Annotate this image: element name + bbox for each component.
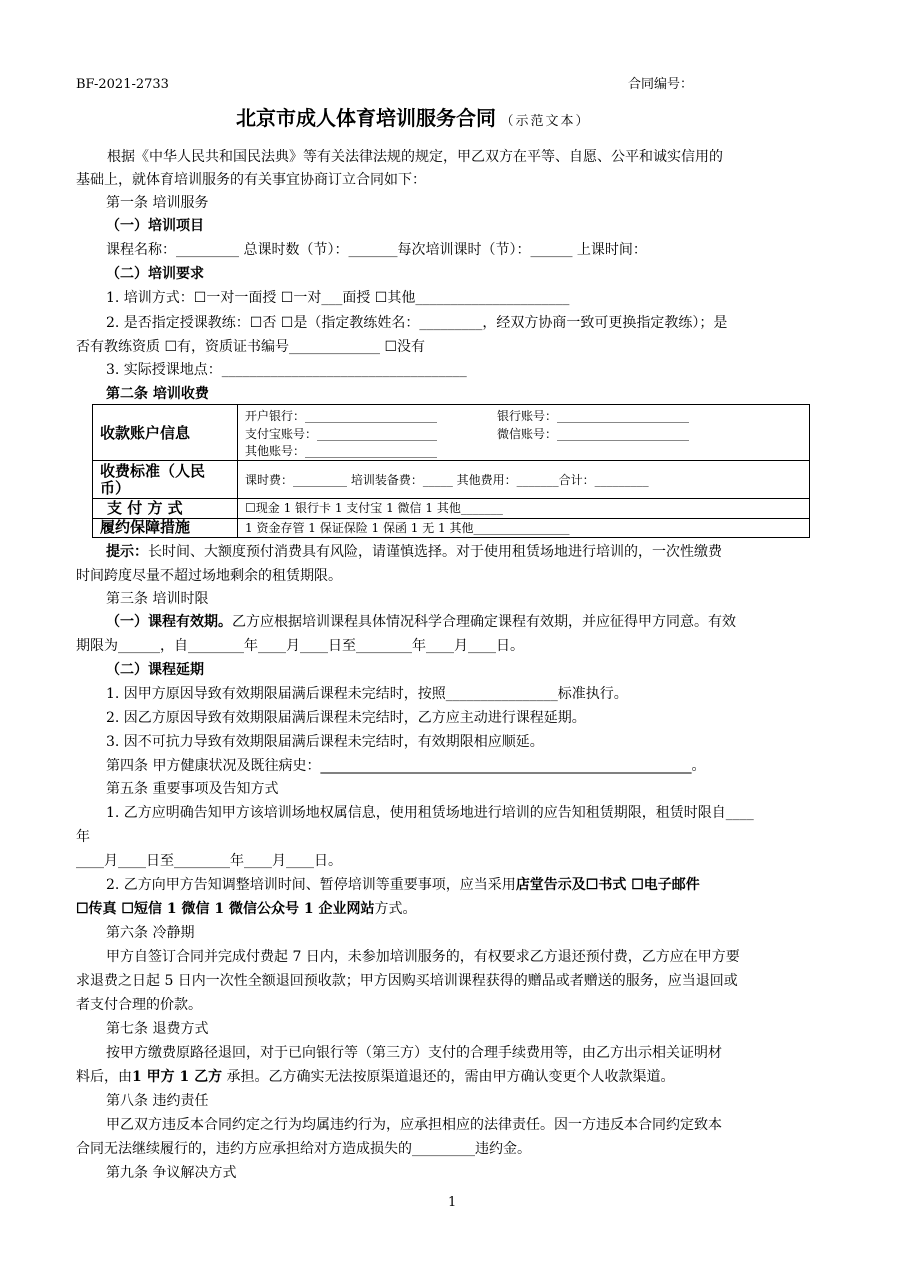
preamble-line-1: 根据《中华人民共和国民法典》等有关法律法规的规定，甲乙双方在平等、自愿、公平和诚实信用的 — [107, 149, 723, 165]
payment-method-options: ☐现金 1 银行卡 1 支付宝 1 微信 1 其他_______ — [245, 501, 503, 515]
liability-line-2: 合同无法继续履行的，违约方应承担给对方造成损失的_________违约金。 — [76, 1141, 531, 1157]
risk-tip-line-1 — [106, 543, 722, 561]
title-sub: （示范文本） — [500, 114, 591, 129]
extension-item-3: 3. 因不可抗力导致有效期限届满后课程未完结时，有效期限相应顺延。 — [106, 734, 544, 750]
notice-method-text: 2. 乙方向甲方告知调整培训时间、暂停培训等重要事项，应当采用 — [106, 877, 516, 893]
wechat-account-field: 微信账号：______________________ — [497, 427, 690, 441]
lease-notice-line-3: ____月____日至________年____月____日。 — [76, 853, 342, 869]
validity-line-2: 期限为______，自________年____月____日至________年____月____日。 — [76, 638, 524, 654]
cooling-off-line-3: 者支付合理的价款。 — [76, 997, 202, 1013]
article-1-heading: 第一条 培训服务 — [106, 195, 209, 211]
refund-line-2 — [76, 1068, 675, 1086]
coach-designation-line-2: 否有教练资质 ☐有，资质证书编号_____________ ☐没有 — [76, 339, 426, 355]
risk-tip-text-1: 长时间、大额度预付消费具有风险，请谨慎选择。对于使用租赁场地进行培训的，一次性缴费 — [148, 544, 722, 560]
course-info-line: 课程名称：_________ 总课时数（节）：_______每次培训课时（节）：______ 上课时间： — [106, 242, 647, 258]
training-location-line: 3. 实际授课地点：___________________________________ — [106, 362, 467, 378]
extension-item-2: 2. 因乙方原因导致有效期限届满后课程未完结时，乙方应主动进行课程延期。 — [106, 710, 586, 726]
article-4-line: 第四条 甲方健康状况及既往病史：_____________________________________________________。 — [106, 758, 706, 774]
other-account-field: 其他账号：______________________ — [245, 444, 438, 458]
notice-method-suffix: 方式。 — [374, 901, 417, 917]
table-divider-row-2 — [93, 498, 809, 499]
guarantee-options: 1 资金存管 1 保证保险 1 保函 1 无 1 其他________________ — [245, 521, 570, 535]
article-7-heading: 第七条 退费方式 — [106, 1021, 209, 1037]
preamble-line-2: 基础上，就体育培训服务的有关事宜协商订立合同如下： — [76, 172, 426, 188]
validity-label: （一）课程有效期。 — [106, 614, 232, 630]
refund-party-options: 1 甲方 1 乙方 — [132, 1069, 223, 1085]
article-1-section-1-heading: （一）培训项目 — [106, 218, 204, 234]
article-9-heading: 第九条 争议解决方式 — [106, 1165, 237, 1181]
article-1-section-2-heading: （二）培训要求 — [106, 266, 204, 282]
notice-method-line-1 — [106, 876, 700, 894]
fee-table — [92, 404, 810, 538]
article-3-section-2-heading: （二）课程延期 — [106, 662, 204, 678]
fee-standard-label-1: 收费标准（人民 — [100, 462, 206, 480]
cooling-off-line-2: 求退费之日起 5 日内一次性全额退回预收款；甲方因购买培训课程获得的赠品或者赠送的服务，应当退回或 — [76, 973, 738, 989]
cooling-off-line-1: 甲方自签订合同并完成付费起 7 日内，未参加培训服务的，有权要求乙方退还预付费，乙方应在甲方要 — [106, 949, 740, 965]
page-number: 1 — [448, 1195, 457, 1210]
refund-line-1: 按甲方缴费原路径退回，对于已向银行等（第三方）支付的合理手续费用等，由乙方出示相关证明材 — [106, 1045, 722, 1061]
refund-text-c: 承担。乙方确实无法按原渠道退还的，需由甲方确认变更个人收款渠道。 — [222, 1069, 675, 1085]
page-title — [236, 106, 590, 135]
fee-standard-label-2: 币） — [100, 479, 131, 497]
risk-tip-label: 提示： — [106, 544, 148, 560]
article-5-heading: 第五条 重要事项及告知方式 — [106, 781, 279, 797]
article-3-heading: 第三条 培训时限 — [106, 591, 209, 607]
lease-notice-line-2: 年 — [76, 829, 90, 845]
contract-number-label: 合同编号： — [628, 77, 694, 92]
risk-tip-line-2: 时间跨度尽量不超过场地剩余的租赁期限。 — [76, 568, 342, 584]
training-mode-line: 1. 培训方式：☐一对一面授 ☐一对___面授 ☐其他______________________ — [106, 290, 570, 306]
notice-method-options-2: ☐传真 ☐短信 1 微信 1 微信公众号 1 企业网站 — [76, 901, 375, 917]
article-8-heading: 第八条 违约责任 — [106, 1093, 209, 1109]
extension-item-1: 1. 因甲方原因导致有效期限届满后课程未完结时，按照________________标准执行。 — [106, 686, 628, 702]
guarantee-label: 履约保障措施 — [100, 518, 191, 536]
alipay-account-field: 支付宝账号：____________________ — [245, 427, 438, 441]
validity-text: 乙方应根据培训课程具体情况科学合理确定课程有效期，并应征得甲方同意。有效 — [232, 614, 736, 630]
notice-method-options-1: 店堂告示及☐书式 ☐电子邮件 — [515, 877, 700, 893]
article-6-heading: 第六条 冷静期 — [106, 925, 195, 941]
article-2-heading: 第二条 培训收费 — [106, 386, 209, 402]
fee-standard-line: 课时费：_________ 培训装备费：_____ 其他费用：_______合计：_________ — [245, 473, 649, 487]
table-divider-row-1 — [93, 460, 809, 461]
document-code: BF-2021-2733 — [76, 77, 169, 92]
payment-method-label: 支 付 方 式 — [107, 499, 183, 517]
validity-line-1 — [106, 613, 736, 631]
bank-account-field: 银行账号：______________________ — [497, 409, 690, 423]
coach-designation-line-1: 2. 是否指定授课教练：☐否 ☐是（指定教练姓名：_________，经双方协商一致可更换指定教练）；是 — [106, 315, 728, 331]
refund-text-a: 料后，由 — [76, 1069, 132, 1085]
notice-method-line-2 — [76, 900, 416, 918]
liability-line-1: 甲乙双方违反本合同约定之行为均属违约行为，应承担相应的法律责任。因一方违反本合同约定致本 — [106, 1117, 722, 1133]
title-main: 北京市成人体育培训服务合同 — [236, 106, 496, 130]
account-info-label: 收款账户信息 — [100, 424, 191, 442]
bank-open-field: 开户银行：______________________ — [245, 409, 438, 423]
lease-notice-line-1: 1. 乙方应明确告知甲方该培训场地权属信息，使用租赁场地进行培训的应告知租赁期限，租赁时限自____ — [106, 805, 754, 821]
table-divider-row-3 — [93, 518, 809, 519]
